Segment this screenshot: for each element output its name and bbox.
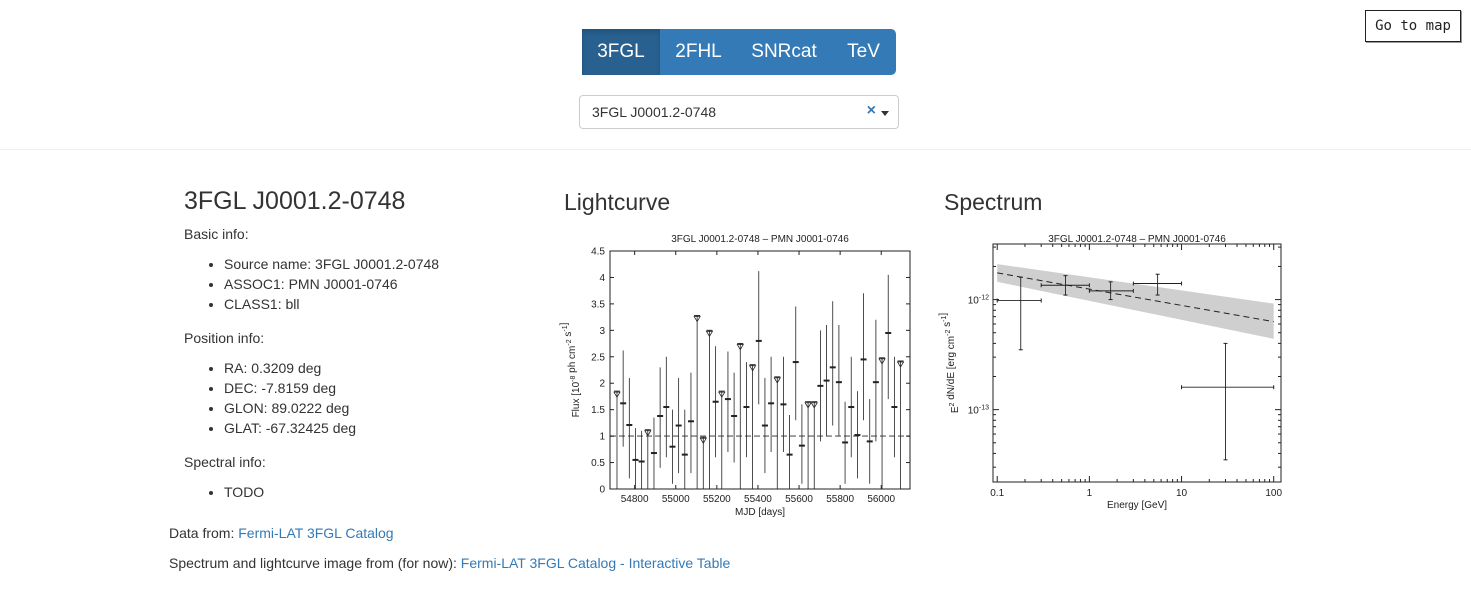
chevron-down-icon[interactable] — [881, 111, 889, 116]
y-tick-label: 4.5 — [591, 246, 605, 258]
source-select-value: 3FGL J0001.2-0748 — [592, 104, 717, 120]
source-select[interactable] — [579, 95, 899, 129]
list-item: • GLAT: -67.32425 deg — [224, 418, 439, 438]
data-source-line — [169, 525, 394, 541]
tab-snrcat[interactable]: SNRcat — [751, 41, 817, 62]
interactive-table-link[interactable]: Fermi-LAT 3FGL Catalog - Interactive Table — [460, 555, 731, 571]
model-uncertainty-band — [997, 264, 1273, 339]
header-divider — [0, 149, 1471, 150]
go-to-map-button[interactable]: Go to map — [1365, 10, 1461, 42]
x-tick-label: 54800 — [620, 494, 649, 505]
source-title: 3FGL J0001.2-0748 — [184, 187, 406, 215]
catalog-tabs — [582, 29, 896, 75]
list-item: • CLASS1: bll — [224, 294, 439, 314]
y-tick-label: 3.5 — [591, 299, 605, 311]
tab-2fhl[interactable]: 2FHL — [675, 41, 722, 62]
clear-icon[interactable]: × — [866, 102, 876, 119]
data-from-prefix: Data from: — [169, 525, 239, 541]
x-tick-label: 55200 — [702, 494, 731, 505]
y-tick-label: 0 — [599, 484, 605, 496]
y-tick-label: 1 — [599, 431, 605, 443]
y-tick-label: 2.5 — [591, 352, 605, 364]
y-tick-label: 1.5 — [591, 405, 605, 417]
spectral-info-label: Spectral info: — [184, 454, 266, 470]
list-item: • ASSOC1: PMN J0001-0746 — [224, 274, 439, 294]
position-info-label: Position info: — [184, 330, 265, 346]
image-source-prefix: Spectrum and lightcurve image from (for now): — [169, 555, 461, 571]
x-tick-label: 1 — [1086, 488, 1093, 499]
y-tick-label: $10^{-13}$ — [967, 404, 989, 417]
spectral-info-list — [184, 482, 439, 502]
spectrum-heading: Spectrum — [944, 189, 1043, 215]
list-item: • TODO — [224, 482, 439, 502]
spectrum-chart — [938, 228, 1294, 520]
y-axis-label: $E^2$ dN/dE [erg $cm^{-2}$ $s^{-1}$] — [938, 312, 961, 414]
list-item: • GLON: 89.0222 deg — [224, 398, 439, 418]
lightcurve-title: 3FGL J0001.2-0748 – PMN J0001-0746 — [671, 234, 849, 245]
spectrum-title: 3FGL J0001.2-0748 – PMN J0001-0746 — [1048, 234, 1226, 245]
x-tick-label: 56000 — [867, 494, 896, 505]
catalog-link[interactable]: Fermi-LAT 3FGL Catalog — [238, 525, 394, 541]
y-tick-label: 2 — [599, 378, 605, 390]
y-tick-label: 4 — [599, 272, 605, 284]
x-tick-label: 10 — [1175, 488, 1188, 499]
tab-3fgl[interactable]: 3FGL — [582, 29, 660, 75]
x-axis-label: MJD [days] — [734, 507, 786, 518]
x-tick-label: 55600 — [785, 494, 813, 505]
position-info-list — [184, 358, 439, 438]
source-info — [184, 226, 439, 518]
y-tick-label: 0.5 — [591, 458, 605, 470]
x-tick-label: 55400 — [744, 494, 772, 505]
basic-info-list — [184, 254, 439, 314]
y-axis-label: Flux [$10^{-8}$ ph $cm^{-2}$ $s^{-1}$] — [559, 322, 582, 418]
x-tick-label: 55000 — [661, 494, 690, 505]
y-tick-label: 3 — [599, 325, 605, 337]
x-axis-label: Energy [GeV] — [1106, 500, 1168, 511]
x-tick-label: 55800 — [826, 494, 855, 505]
x-tick-label: 0.1 — [990, 488, 1005, 499]
lightcurve-chart — [559, 228, 914, 520]
lightcurve-heading: Lightcurve — [564, 189, 671, 215]
basic-info-label: Basic info: — [184, 226, 249, 242]
list-item: • RA: 0.3209 deg — [224, 358, 439, 378]
y-tick-label: $10^{-12}$ — [967, 294, 989, 307]
list-item: • Source name: 3FGL J0001.2-0748 — [224, 254, 439, 274]
tab-tev[interactable]: TeV — [847, 41, 880, 62]
image-source-line — [169, 555, 730, 571]
x-tick-label: 100 — [1265, 488, 1283, 499]
list-item: • DEC: -7.8159 deg — [224, 378, 439, 398]
